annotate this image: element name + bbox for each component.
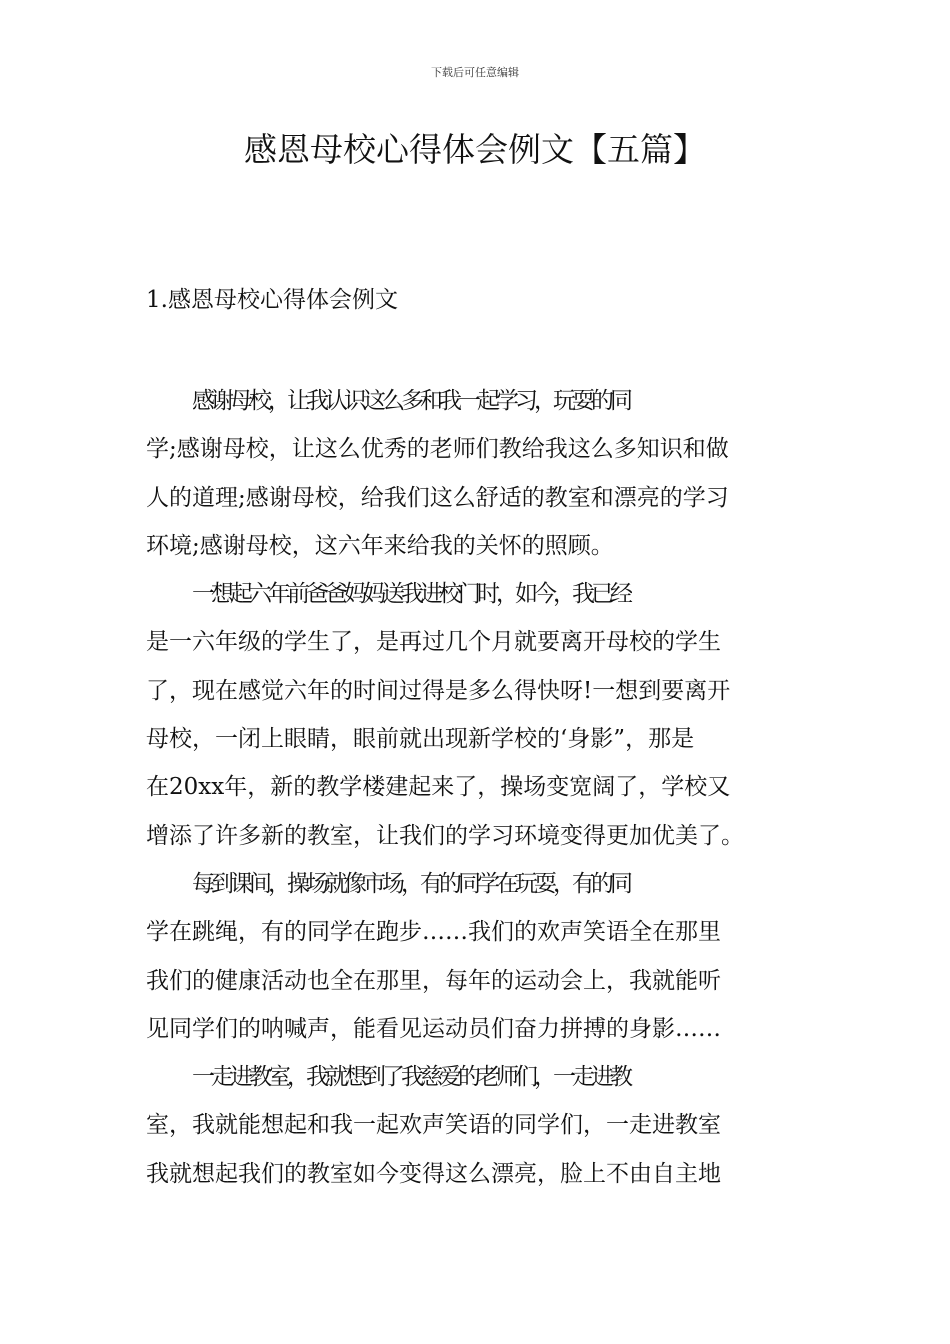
text-line: 一想起六年前爸爸妈妈送我进校门时，如今，我已经	[192, 581, 629, 608]
paragraph	[146, 570, 806, 860]
text-line: 人的道理;感谢母校，给我们这么舒适的教室和漂亮的学习	[146, 484, 729, 511]
document-title: 感恩母校心得体会例文【五篇】	[244, 130, 706, 169]
text-line: 室，我就能想起和我一起欢声笑语的同学们，一走进教室	[146, 1112, 721, 1139]
text-line: 是一六年级的学生了，是再过几个月就要离开母校的学生	[146, 629, 721, 656]
header-note: 下载后可任意编辑	[431, 66, 519, 79]
text-line: 增添了许多新的教室，让我们的学习环境变得更加优美了。	[146, 822, 744, 849]
text-line: 我就想起我们的教室如今变得这么漂亮，脸上不由自主地	[146, 1160, 721, 1187]
text-line: 学;感谢母校，让这么优秀的老师们教给我这么多知识和做	[146, 436, 729, 463]
paragraph	[146, 1053, 806, 1198]
body-text	[146, 377, 806, 1198]
text-line: 感谢母校，让我认识这么多和我一起学习，玩耍的同	[192, 388, 629, 414]
text-line: 我们的健康活动也全在那里，每年的运动会上，我就能听	[146, 967, 721, 994]
text-line: 学在跳绳，有的同学在跑步……我们的欢声笑语全在那里	[146, 919, 721, 946]
text-line: 一走进教室，我就想到了我慈爱的老师们，一走进教	[192, 1064, 629, 1091]
text-line: 见同学们的呐喊声，能看见运动员们奋力拼搏的身影……	[146, 1015, 721, 1042]
paragraph	[146, 377, 806, 570]
text-line: 环境;感谢母校，这六年来给我的关怀的照顾。	[146, 532, 614, 559]
section-heading: 1.感恩母校心得体会例文	[146, 287, 398, 313]
paragraph	[146, 860, 806, 1053]
text-line: 母校，一闭上眼睛，眼前就出现新学校的‘身影”，那是	[146, 726, 695, 753]
text-line: 每到课间，操场就像市场，有的同学在玩耍，有的同	[192, 870, 629, 897]
text-line: 了，现在感觉六年的时间过得是多么得快呀!一想到要离开	[146, 677, 731, 704]
text-line: 在20xx年，新的教学楼建起来了，操场变宽阔了，学校又	[146, 774, 731, 801]
